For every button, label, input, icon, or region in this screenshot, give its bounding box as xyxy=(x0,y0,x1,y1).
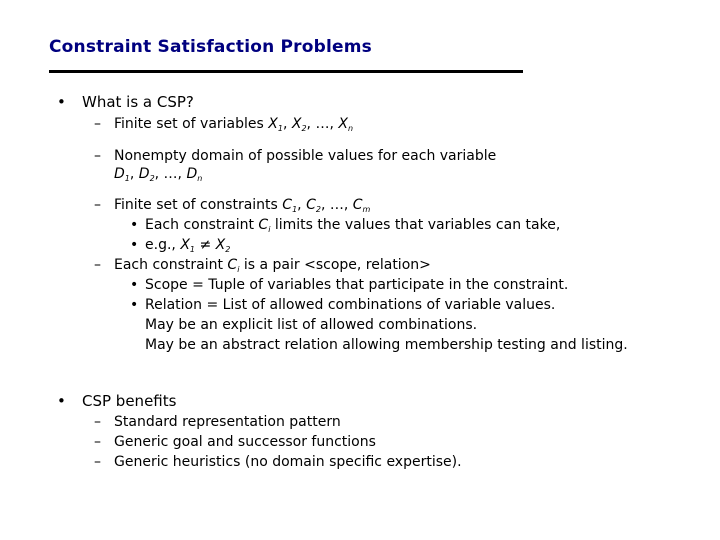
bullet-marker: • xyxy=(57,93,66,111)
example-pre: e.g., xyxy=(145,237,181,253)
item-generic-heuristics: Generic heuristics (no domain specific expertise). xyxy=(114,454,462,470)
small-bullet-marker: • xyxy=(130,237,139,253)
bullet-csp-benefits: CSP benefits xyxy=(82,392,177,410)
item-scope: Scope = Tuple of variables that participate in the constraint. xyxy=(145,277,569,293)
constraint-pair-pre: Each constraint xyxy=(114,257,228,273)
item-domains-list: $D_1$, $D_2$, …, $D_n$ xyxy=(114,166,203,183)
dash-marker: – xyxy=(94,197,101,213)
dash-marker: – xyxy=(94,414,101,430)
item-variables: Finite set of variables $X_1$, $X_2$, …, $X_n$ xyxy=(114,116,354,133)
slide-title: Constraint Satisfaction Problems xyxy=(49,37,372,57)
small-bullet-marker: • xyxy=(130,217,139,233)
bullet-marker: • xyxy=(57,392,66,410)
item-generic-goal: Generic goal and successor functions xyxy=(114,434,376,450)
item-domains: Nonempty domain of possible values for each variable xyxy=(114,148,497,164)
item-explicit-list: May be an explicit list of allowed combinations. xyxy=(145,317,478,333)
dash-marker: – xyxy=(94,116,101,132)
title-underline xyxy=(49,70,523,73)
constraint-pair-post: is a pair <scope, relation> xyxy=(239,257,431,273)
item-standard-representation: Standard representation pattern xyxy=(114,414,341,430)
bullet-what-is-csp: What is a CSP? xyxy=(82,93,194,111)
item-constraint-pair: Each constraint $C_i$ is a pair <scope, relation> xyxy=(114,257,431,274)
item-abstract-relation: May be an abstract relation allowing membership testing and listing. xyxy=(145,337,628,353)
item-constraints: Finite set of constraints $C_1$, $C_2$, …, $C_m$ xyxy=(114,197,371,214)
item-example: e.g., $X_1 \ne X_2$ xyxy=(145,237,231,254)
small-bullet-marker: • xyxy=(130,297,139,313)
constraint-limits-post: limits the values that variables can take, xyxy=(270,217,561,233)
small-bullet-marker: • xyxy=(130,277,139,293)
constraint-limits-pre: Each constraint xyxy=(145,217,259,233)
dash-marker: – xyxy=(94,454,101,470)
item-constraints-text: Finite set of constraints xyxy=(114,197,283,213)
item-relation: Relation = List of allowed combinations of variable values. xyxy=(145,297,556,313)
dash-marker: – xyxy=(94,257,101,273)
dash-marker: – xyxy=(94,434,101,450)
dash-marker: – xyxy=(94,148,101,164)
item-constraint-limits: Each constraint $C_i$ limits the values that variables can take, xyxy=(145,217,561,234)
item-variables-text: Finite set of variables xyxy=(114,116,269,132)
